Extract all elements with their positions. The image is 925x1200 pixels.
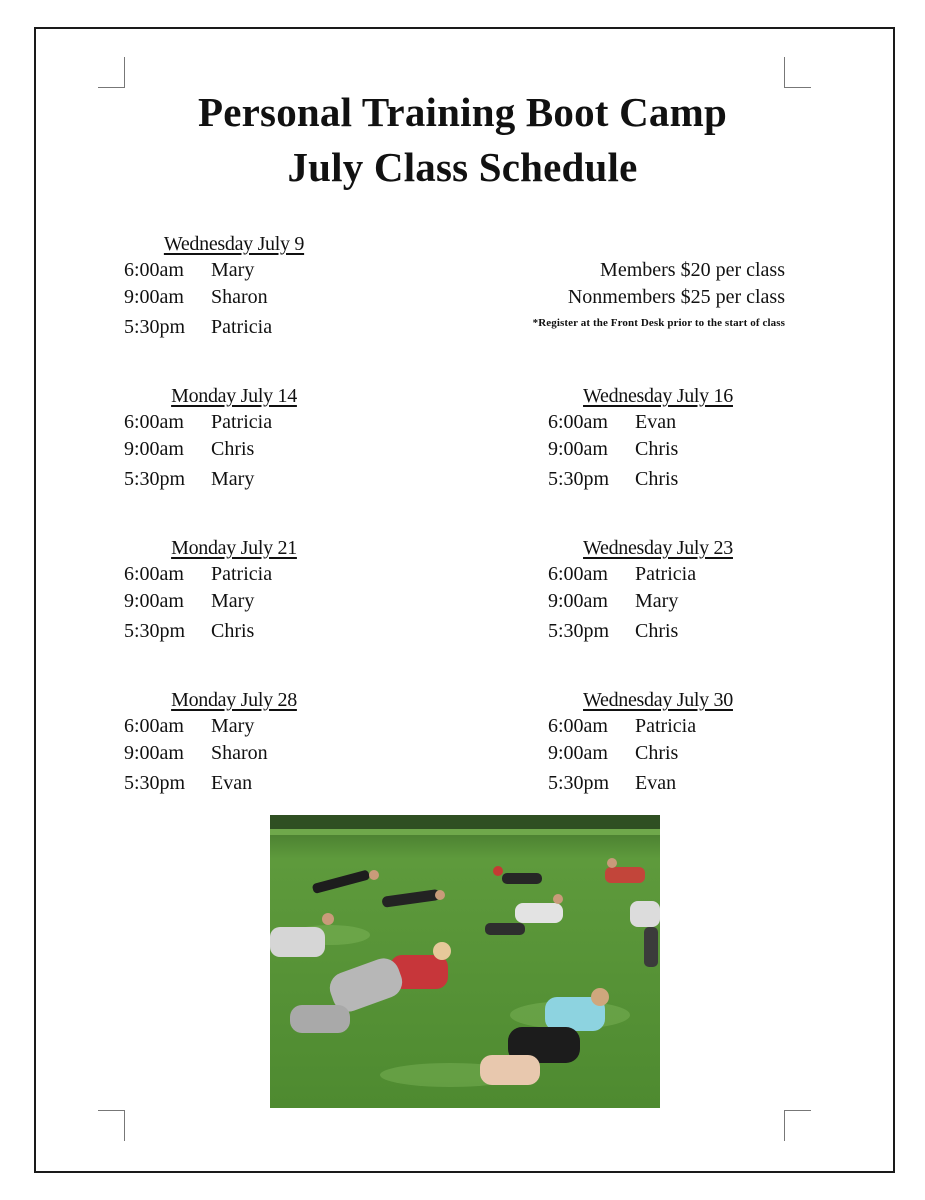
schedule-trainer: Chris [211, 620, 255, 642]
members-price: Members $20 per class [600, 259, 785, 281]
schedule-date: Wednesday July 9 [163, 233, 305, 255]
schedule-time: 6:00am [124, 563, 184, 585]
schedule-trainer: Patricia [635, 563, 697, 585]
schedule-row [124, 561, 364, 588]
boot-camp-photo-drawing [270, 815, 660, 1108]
schedule-block-wed-jul-30 [548, 689, 788, 797]
schedule-time: 5:30pm [124, 620, 186, 642]
schedule-row [124, 257, 364, 284]
schedule-trainer: Mary [635, 590, 679, 612]
schedule-time: 9:00am [124, 742, 184, 764]
schedule-trainer: Mary [211, 590, 255, 612]
schedule-trainer: Patricia [211, 563, 273, 585]
schedule-block-wed-jul-16 [548, 385, 788, 493]
schedule-time: 9:00am [548, 590, 608, 612]
schedule-row [548, 740, 788, 767]
schedule-block-wed-jul-23 [548, 537, 788, 645]
schedule-trainer: Mary [211, 468, 255, 490]
schedule-time: 5:30pm [124, 772, 186, 794]
schedule-date: Monday July 14 [171, 385, 297, 407]
schedule-date: Monday July 21 [171, 537, 297, 559]
schedule-date: Wednesday July 30 [583, 689, 733, 711]
crop-mark-bottom-left [98, 1110, 125, 1141]
schedule-trainer: Sharon [211, 742, 268, 764]
schedule-block-mon-jul-28 [124, 689, 364, 797]
schedule-trainer: Sharon [211, 286, 268, 308]
schedule-trainer: Chris [211, 438, 255, 460]
schedule-time: 6:00am [548, 715, 608, 737]
schedule-row [548, 770, 788, 797]
schedule-time: 9:00am [124, 438, 184, 460]
schedule-trainer: Chris [635, 438, 679, 460]
pricing-info [533, 257, 785, 329]
schedule-trainer: Chris [635, 742, 679, 764]
schedule-trainer: Patricia [211, 411, 273, 433]
schedule-trainer: Chris [635, 468, 679, 490]
crop-mark-bottom-right [784, 1110, 811, 1141]
schedule-time: 5:30pm [548, 468, 610, 490]
schedule-row [124, 740, 364, 767]
crop-mark-top-right [784, 57, 811, 88]
schedule-time: 5:30pm [548, 620, 610, 642]
schedule-date: Wednesday July 16 [583, 385, 733, 407]
schedule-row [548, 618, 788, 645]
page-subtitle: July Class Schedule [287, 144, 638, 190]
boot-camp-photo-icon [270, 815, 660, 1108]
schedule-time: 6:00am [124, 411, 184, 433]
schedule-time: 9:00am [548, 742, 608, 764]
schedule-time: 6:00am [548, 563, 608, 585]
schedule-row [548, 561, 788, 588]
registration-note: *Register at the Front Desk prior to the start of class [532, 317, 785, 329]
schedule-row [548, 409, 788, 436]
schedule-row [548, 436, 788, 463]
schedule-row [548, 466, 788, 493]
schedule-time: 6:00am [124, 715, 184, 737]
schedule-trainer: Mary [211, 259, 255, 281]
schedule-time: 5:30pm [124, 468, 186, 490]
schedule-row [124, 314, 364, 341]
schedule-trainer: Chris [635, 620, 679, 642]
schedule-block-mon-jul-14 [124, 385, 364, 493]
schedule-time: 9:00am [548, 438, 608, 460]
page-title: Personal Training Boot Camp [198, 89, 727, 135]
schedule-time: 9:00am [124, 590, 184, 612]
schedule-trainer: Evan [211, 772, 253, 794]
schedule-block-mon-jul-21 [124, 537, 364, 645]
schedule-row [124, 466, 364, 493]
schedule-trainer: Mary [211, 715, 255, 737]
schedule-time: 5:30pm [548, 772, 610, 794]
schedule-row [124, 588, 364, 615]
nonmembers-price: Nonmembers $25 per class [567, 286, 785, 308]
schedule-time: 5:30pm [124, 316, 186, 338]
schedule-row [124, 618, 364, 645]
schedule-row [124, 770, 364, 797]
schedule-row [124, 284, 364, 311]
schedule-trainer: Patricia [635, 715, 697, 737]
crop-mark-top-left [98, 57, 125, 88]
schedule-row [548, 588, 788, 615]
schedule-row [124, 409, 364, 436]
schedule-row [548, 713, 788, 740]
schedule-time: 6:00am [124, 259, 184, 281]
schedule-trainer: Patricia [211, 316, 273, 338]
schedule-date: Monday July 28 [171, 689, 297, 711]
schedule-row [124, 436, 364, 463]
schedule-trainer: Evan [635, 772, 677, 794]
schedule-date: Wednesday July 23 [583, 537, 733, 559]
schedule-time: 6:00am [548, 411, 608, 433]
schedule-row [124, 713, 364, 740]
schedule-trainer: Evan [635, 411, 677, 433]
schedule-block-wed-jul-9 [124, 233, 364, 341]
schedule-time: 9:00am [124, 286, 184, 308]
